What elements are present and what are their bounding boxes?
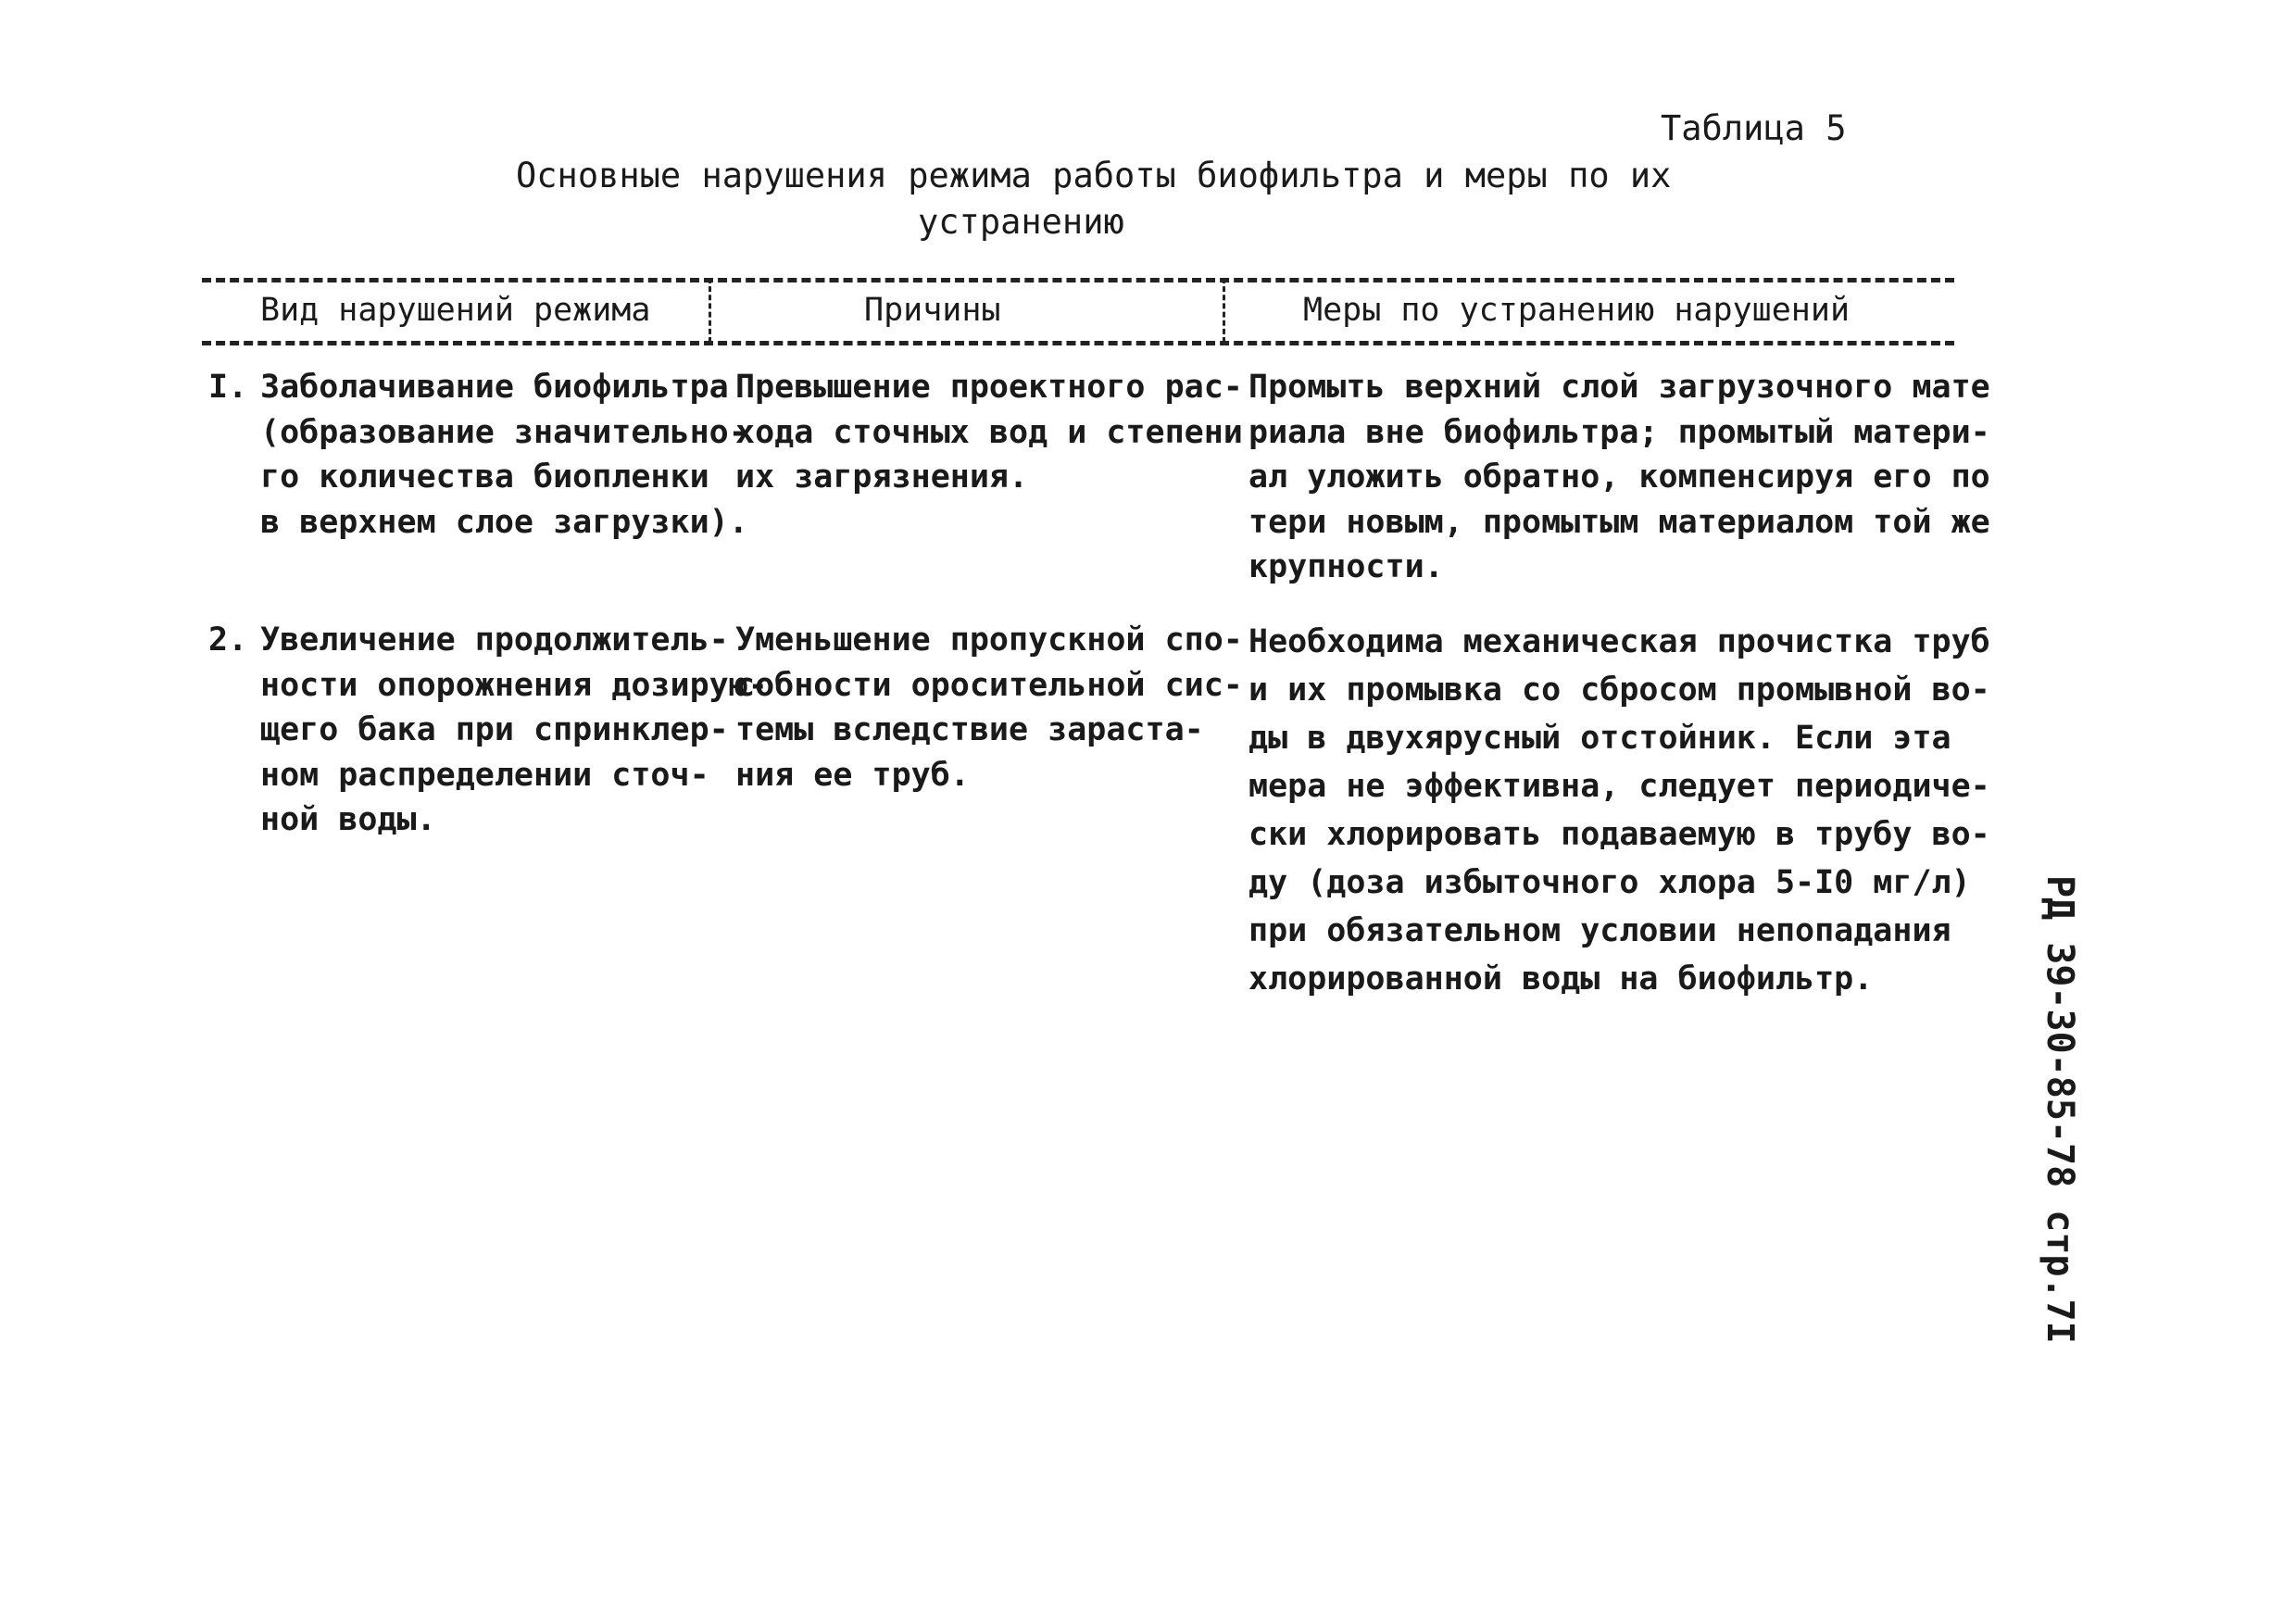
column-separator-1	[709, 278, 711, 343]
table-label: Таблица 5	[1661, 108, 1847, 148]
column-header-causes: Причины	[864, 292, 1001, 329]
table-title-line-1: Основные нарушения режима работы биофильтра и меры по их	[516, 156, 1672, 195]
table-title-line-2: устранению	[918, 202, 1124, 242]
table-top-rule	[202, 278, 1954, 282]
row-2-violation: Увеличение продолжитель- ности опорожнения дозирую- щего бака при спринклер- ном распределении сточ- ной воды.	[260, 621, 768, 838]
row-2-cause: Уменьшение пропускной спо- собности оросительной сис- темы вследствие зараста- ния ее труб.	[735, 621, 1243, 794]
row-2-number: 2.	[208, 621, 248, 659]
column-header-violation: Вид нарушений режима	[260, 292, 651, 329]
row-1-violation: Заболачивание биофильтра (образование значительно- го количества биопленки в верхнем слое загрузки).	[260, 369, 748, 541]
row-1-measure: Промыть верхний слой загрузочного мате риала вне биофильтра; промытый матери- ал уложить обратно, компенсируя его по тери новым, промытым материалом той же крупности.	[1248, 369, 1990, 585]
row-1-number: I.	[208, 369, 248, 406]
column-header-measures: Меры по устранению нарушений	[1303, 292, 1851, 329]
row-1-cause: Превышение проектного рас- хода сточных вод и степени их загрязнения.	[735, 369, 1243, 496]
row-2-measure: Необходима механическая прочистка труб и их промывка со сбросом промывной во- ды в двухярусный отстойник. Если эта мера не эффективна, следует периодиче- ски хлорировать подаваемую в трубу во- ду (доза избыточного хлора 5-I0 мг/л) при обязательном условии непопадания хлорированной воды на биофильтр.	[1248, 623, 1990, 998]
column-separator-2	[1223, 278, 1225, 343]
table-header-rule	[202, 341, 1954, 345]
document-page-reference: РД 39-30-85-78 стр.7I	[2039, 875, 2081, 1344]
